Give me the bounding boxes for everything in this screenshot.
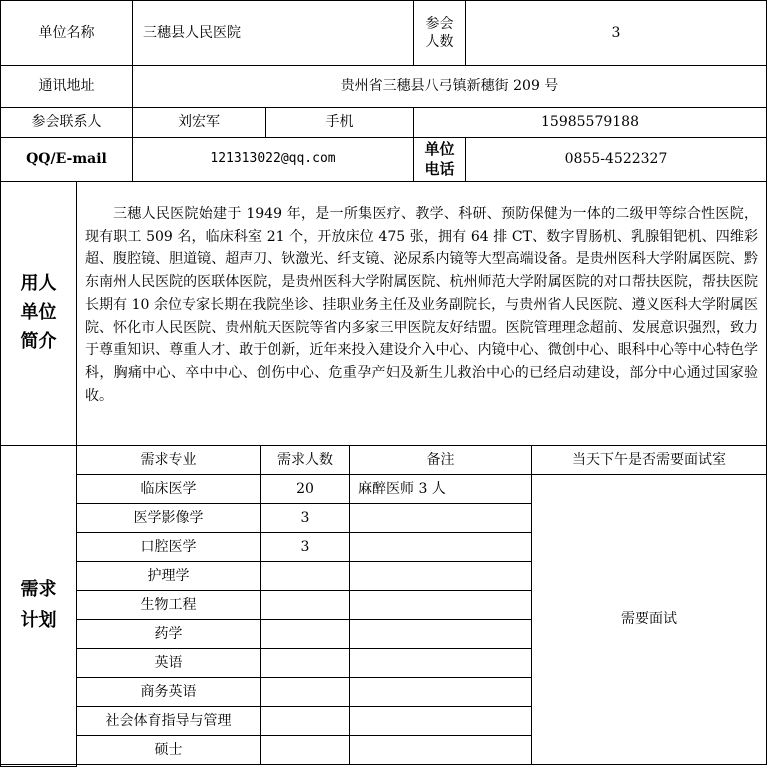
row-5-note [349, 590, 532, 620]
phone-label-line2: 电话 [424, 159, 455, 178]
row-7-major: 英语 [76, 648, 261, 678]
row-9-note [349, 706, 532, 736]
intro-label-line3: 简介 [20, 330, 57, 352]
row-3-count: 3 [260, 532, 350, 562]
row-5-count [260, 590, 350, 620]
header-note: 备注 [349, 445, 532, 475]
mobile-value: 15985579188 [413, 107, 767, 138]
attendees-value: 3 [465, 0, 767, 66]
row-9-count [260, 706, 350, 736]
bottom-border [0, 764, 767, 765]
header-interview: 当天下午是否需要面试室 [531, 445, 767, 475]
row-5-major: 生物工程 [76, 590, 261, 620]
row-10-count [260, 735, 350, 765]
attendees-label [413, 0, 466, 66]
row-1-count: 20 [260, 474, 350, 504]
row-1-note: 麻醉医师 3 人 [349, 474, 532, 504]
intro-label-line2: 单位 [20, 302, 57, 324]
email-label: QQ/E-mail [0, 137, 133, 182]
unit-name-value: 三穗县人民医院 [132, 0, 414, 66]
row-1-major: 临床医学 [76, 474, 261, 504]
contact-label: 参会联系人 [0, 107, 133, 138]
intro-label [0, 181, 77, 446]
row-2-major: 医学影像学 [76, 503, 261, 533]
header-major: 需求专业 [76, 445, 261, 475]
row-9-major: 社会体育指导与管理 [76, 706, 261, 736]
address-label: 通讯地址 [0, 65, 133, 108]
row-10-note [349, 735, 532, 765]
row-6-major: 药学 [76, 619, 261, 649]
interview-value: 需要面试 [531, 474, 767, 765]
contact-name: 刘宏军 [132, 107, 266, 138]
mobile-label: 手机 [265, 107, 414, 138]
row-10-major: 硕士 [76, 735, 261, 765]
row-6-count [260, 619, 350, 649]
intro-label-line1: 用人 [20, 273, 57, 295]
address-value: 贵州省三穗县八弓镇新穗街 209 号 [132, 65, 767, 108]
row-2-count: 3 [260, 503, 350, 533]
row-4-count [260, 561, 350, 591]
header-count: 需求人数 [260, 445, 350, 475]
row-8-note [349, 677, 532, 707]
attendees-label-line1: 参会 [425, 15, 454, 32]
unit-name-label: 单位名称 [0, 0, 133, 66]
attendees-label-line2: 人数 [425, 34, 454, 50]
row-3-note [349, 532, 532, 562]
row-8-major: 商务英语 [76, 677, 261, 707]
phone-label-line1: 单位 [424, 140, 455, 158]
phone-label [413, 137, 466, 182]
row-4-major: 护理学 [76, 561, 261, 591]
row-7-note [349, 648, 532, 678]
intro-text: 三穗人民医院始建于 1949 年，是一所集医疗、教学、科研、预防保健为一体的二级甲等综合性医院，现有职工 509 名，临床科室 21 个，开放床位 475 张，拥有 64 排 CT、数字胃肠机、乳腺钼钯机、四维彩超、腹腔镜、胆道镜、超声刀、钬激光、纤支镜、泌尿系内镜等大型高端设备。是贵州医科大学附属医院、黔东南州人民医院的医联体医院，是贵州医科大学附属医院、杭州师范大学附属医院的对口帮扶医院，帮扶医院长期有 10 余位专家长期在我院坐诊、挂职业务主任及业务副院长，与贵州省人民医院、遵义医科大学附属医院、怀化市人民医院、贵州航天医院等省内多家三甲医院友好结盟。医院管理理念超前、发展意识强烈，致力于尊重知识、尊重人才、敢于创新，近年来投入建设介入中心、内镜中心、微创中心、眼科中心等中心特色学科，胸痛中心、卒中中心、创伤中心、危重孕产妇及新生儿救治中心的已经启动建设，部分中心通过国家验收。 [76, 181, 767, 446]
row-3-major: 口腔医学 [76, 532, 261, 562]
row-8-count [260, 677, 350, 707]
row-7-count [260, 648, 350, 678]
plan-label [0, 445, 77, 767]
row-4-note [349, 561, 532, 591]
plan-label-line1: 需求 [20, 579, 57, 601]
row-2-note [349, 503, 532, 533]
plan-label-line2: 计划 [20, 610, 57, 631]
phone-value: 0855-4522327 [465, 137, 767, 182]
row-6-note [349, 619, 532, 649]
email-value: 121313022@qq.com [132, 137, 414, 182]
